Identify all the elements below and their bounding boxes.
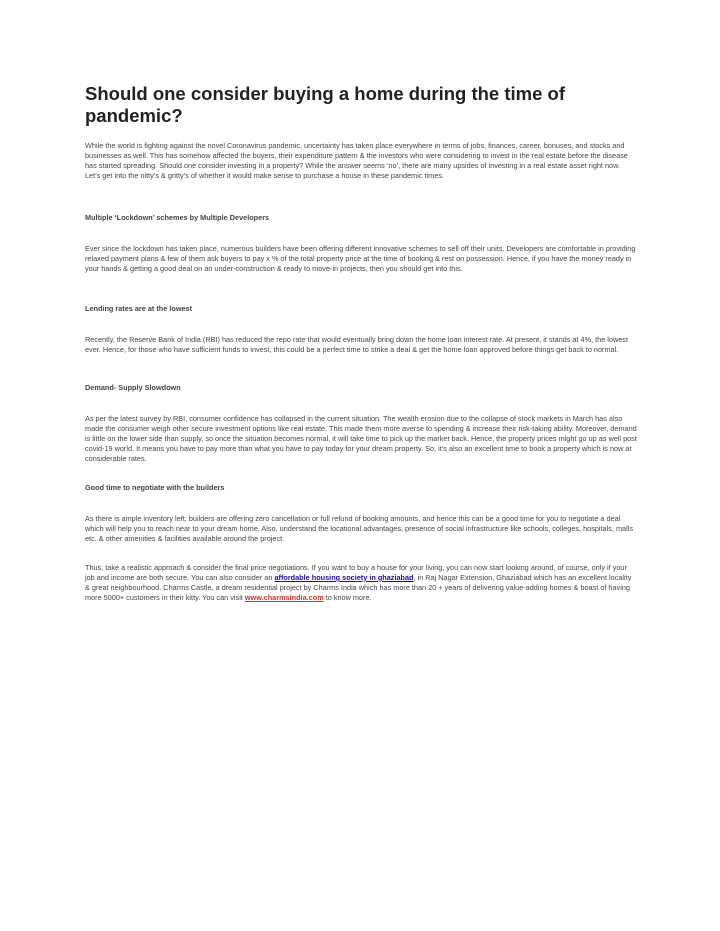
section-text-lockdown-schemes: Ever since the lockdown has taken place, numerous builders have been offering different innovative schemes to sell off their units. Developers are comfortable in providing relaxed payment plans & few of them ask buyers to pay x % of the total property price at the time of booking & rest on possession. Hence, if you have the money ready in your hands & getting a good deal on an under-construction & ready to move-in projects, then you should get into this. — [85, 244, 636, 273]
section-text-demand-supply: As per the latest survey by RBI, consumer confidence has collapsed in the current situation. The wealth erosion due to the collapse of stock markets in March has also made the consumer weigh other secure investment options like real estate. This made them more averse to spending & increase their risk-taking ability. Moreover, demand is little on the lower side than supply, so once the situation becomes normal, it will take time to pick up the market back. Hence, the property prices might go up as well post covid-19 world. It means you have to pay more than what you have to pay today for your dream property. So, it’s also an excellent time to book a property which is now at considerable rates. — [85, 414, 637, 463]
closing-text-part2: , in Raj Nagar Extension, Ghaziabad which has an excellent locality & great neighbourhood. Charms Castle, a dream residential project by Charms India which has more than 20 + years of delivering value-adding homes & boast of having more 5000+ customers in their kitty. You can visit — [85, 572, 632, 602]
closing-text-part3: to know more. — [323, 592, 372, 602]
section-text-lending-rates: Recently, the Reserve Bank of India (RBI) has reduced the repo rate that would eventually bring down the home loan interest rate. At present, it stands at 4%, the lowest ever. Hence, for those who have sufficient funds to invest, this could be a perfect time to strike a deal & get the home loan approved before things get back to normal. — [85, 335, 628, 354]
charmsindia-link[interactable]: www.charmsindia.com — [244, 592, 324, 602]
section-text-negotiate: As there is ample inventory left, builders are offering zero cancellation or full refund of booking amounts, and hence this can be a good time for you to negotiate a deal which will help you to reach near to your dream home. Also, understand the locational advantages, presence of social infrastructure like schools, colleges, hospitals, malls etc. & other amenities & facilities available around the project. — [85, 514, 633, 543]
closing-paragraph — [85, 563, 637, 603]
document-title: Should one consider buying a home during the time of pandemic? — [85, 83, 565, 126]
section-heading-negotiate: Good time to negotiate with the builders — [85, 483, 225, 492]
affordable-housing-link[interactable]: affordable housing society in ghaziabad — [274, 572, 414, 582]
section-heading-lockdown-schemes: Multiple ‘Lockdown’ schemes by Multiple Developers — [85, 213, 270, 222]
section-heading-lending-rates: Lending rates are at the lowest — [85, 304, 193, 313]
closing-text-part1: Thus, take a realistic approach & consider the final price negotiations. If you want to buy a house for your living, you can now start looking around, of course, only if your job and income are both secure. You can also consider an — [85, 563, 627, 582]
section-heading-demand-supply: Demand- Supply Slowdown — [85, 383, 181, 392]
intro-paragraph: While the world is fighting against the novel Coronavirus pandemic, uncertainty has taken place everywhere in terms of jobs, finances, career, bonuses, and stocks and businesses as well. This has somehow affected the buyers, their expenditure pattern & the investors who were considering to invest in the real estate before the disease has started spreading. Should one consider investing in a property? While the answer seems ‘no’, there are many upsides of investing in a real estate asset right now. Let’s get into the nitty’s & gritty’s of whether it would make sense to purchase a house in these pandemic times. — [85, 141, 628, 180]
